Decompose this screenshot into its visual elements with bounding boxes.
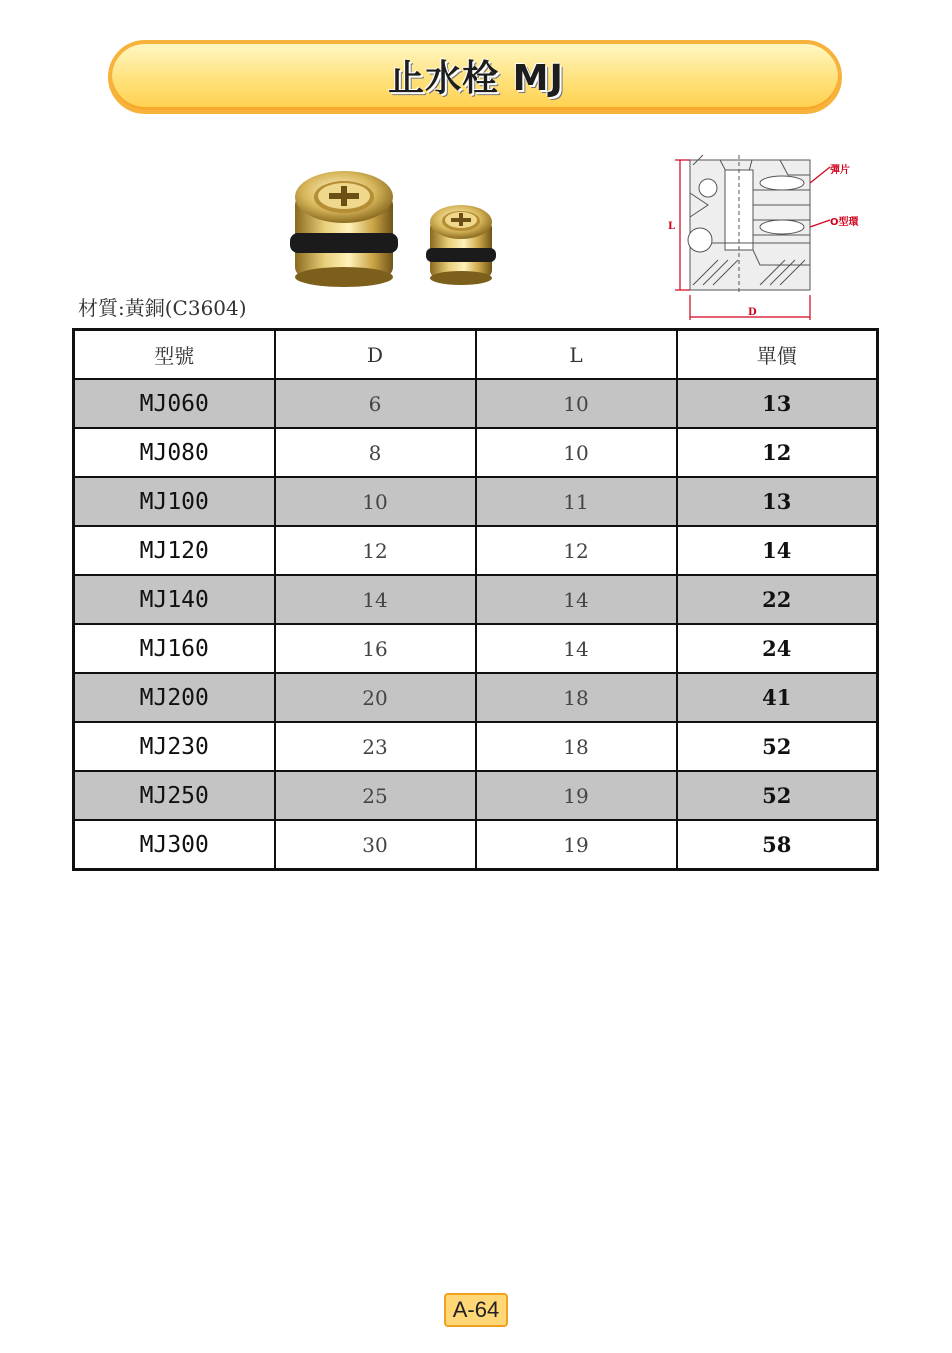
page-title: 止水栓 MJ — [388, 58, 564, 99]
header-model: 型號 — [74, 330, 275, 380]
cell-d: 23 — [275, 722, 476, 771]
small-plug — [426, 205, 496, 285]
cell-model: MJ200 — [74, 673, 275, 722]
cell-l: 19 — [476, 820, 677, 870]
table-row — [74, 428, 878, 477]
table-row — [74, 526, 878, 575]
cell-d: 25 — [275, 771, 476, 820]
cell-model: MJ300 — [74, 820, 275, 870]
page-number: A-64 — [444, 1293, 508, 1327]
table-row — [74, 771, 878, 820]
cell-price: 12 — [677, 428, 878, 477]
cross-section-diagram — [660, 145, 870, 325]
cell-l: 10 — [476, 428, 677, 477]
cell-model: MJ160 — [74, 624, 275, 673]
cell-d: 12 — [275, 526, 476, 575]
header-l: L — [476, 330, 677, 380]
table-row — [74, 575, 878, 624]
spec-table — [72, 328, 879, 871]
cell-l: 14 — [476, 575, 677, 624]
table-row — [74, 477, 878, 526]
cell-model: MJ080 — [74, 428, 275, 477]
header-price: 單價 — [677, 330, 878, 380]
oring-label: O型環 — [830, 217, 859, 228]
cell-l: 18 — [476, 673, 677, 722]
table-header-row — [74, 330, 878, 380]
product-photo — [285, 165, 510, 290]
cell-price: 22 — [677, 575, 878, 624]
cell-d: 20 — [275, 673, 476, 722]
cell-model: MJ250 — [74, 771, 275, 820]
cell-price: 52 — [677, 722, 878, 771]
dimension-d-label: D — [748, 307, 757, 318]
dimension-l-label: L — [668, 221, 676, 232]
table-row — [74, 379, 878, 428]
cell-price: 52 — [677, 771, 878, 820]
cell-price: 41 — [677, 673, 878, 722]
cell-d: 8 — [275, 428, 476, 477]
cell-l: 12 — [476, 526, 677, 575]
header-d: D — [275, 330, 476, 380]
cell-model: MJ100 — [74, 477, 275, 526]
large-plug — [290, 171, 398, 287]
cell-model: MJ140 — [74, 575, 275, 624]
cell-d: 10 — [275, 477, 476, 526]
cell-price: 24 — [677, 624, 878, 673]
cell-l: 14 — [476, 624, 677, 673]
table-row — [74, 722, 878, 771]
cell-l: 10 — [476, 379, 677, 428]
cell-d: 14 — [275, 575, 476, 624]
cell-model: MJ120 — [74, 526, 275, 575]
washer-label: 彈片 — [830, 165, 850, 176]
cell-l: 18 — [476, 722, 677, 771]
cell-price: 14 — [677, 526, 878, 575]
cell-l: 19 — [476, 771, 677, 820]
table-row — [74, 624, 878, 673]
table-row — [74, 673, 878, 722]
cell-model: MJ230 — [74, 722, 275, 771]
cell-d: 30 — [275, 820, 476, 870]
cell-price: 13 — [677, 477, 878, 526]
table-row — [74, 820, 878, 870]
cell-model: MJ060 — [74, 379, 275, 428]
cell-l: 11 — [476, 477, 677, 526]
material-label: 材質:黃銅(C3604) — [78, 296, 247, 320]
cell-price: 13 — [677, 379, 878, 428]
cell-price: 58 — [677, 820, 878, 870]
cell-d: 6 — [275, 379, 476, 428]
cell-d: 16 — [275, 624, 476, 673]
